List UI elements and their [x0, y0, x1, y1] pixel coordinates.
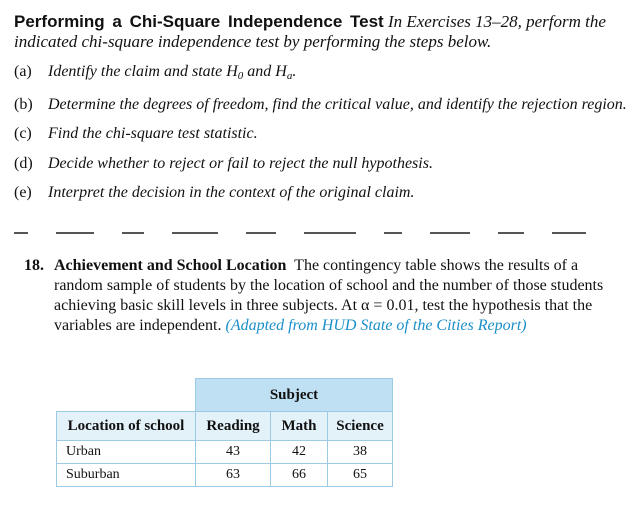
table-row [57, 441, 393, 464]
table-cell: 63 [196, 464, 271, 487]
column-header-reading: Reading [196, 412, 271, 441]
column-header-science: Science [328, 412, 393, 441]
step-label: (e) [14, 184, 32, 201]
step-b [14, 95, 634, 115]
exercise-number: 18. [24, 257, 44, 274]
step-text-connector: and [243, 63, 276, 80]
step-c [14, 124, 634, 144]
location-header: Location of school [57, 412, 196, 441]
steps-list [14, 62, 634, 203]
step-d [14, 154, 634, 174]
row-label-urban: Urban [57, 441, 196, 464]
step-e [14, 183, 634, 203]
step-text: Determine the degrees of freedom, find the critical value, and identify the rejection region. [48, 96, 627, 113]
table-cell: 43 [196, 441, 271, 464]
step-a [14, 62, 634, 86]
table-cell: 66 [271, 464, 328, 487]
section-header [14, 12, 634, 52]
exercise-18 [24, 256, 604, 336]
alternative-hypothesis-subscript: a [286, 70, 293, 82]
step-text: Decide whether to reject or fail to reject the null hypothesis. [48, 155, 433, 172]
contingency-table [56, 378, 393, 487]
step-text: Identify the claim and state [48, 63, 227, 80]
step-text: Find the chi-square test statistic. [48, 125, 258, 142]
row-label-suburban: Suburban [57, 464, 196, 487]
alternative-hypothesis-symbol: H [275, 63, 287, 80]
null-hypothesis-symbol: H [226, 63, 238, 80]
step-label: (a) [14, 63, 32, 80]
column-header-math: Math [271, 412, 328, 441]
step-label: (d) [14, 155, 33, 172]
table-cell: 38 [328, 441, 393, 464]
table-cell: 65 [328, 464, 393, 487]
exercise-body [24, 256, 604, 336]
subject-header: Subject [196, 379, 393, 412]
exercise-title: Achievement and School Location [54, 257, 287, 274]
table-cell: 42 [271, 441, 328, 464]
step-text-end: . [292, 63, 297, 80]
table-row [57, 464, 393, 487]
step-text: Interpret the decision in the context of the original claim. [48, 184, 415, 201]
section-intro: In Exercises 13–28, perform the indicated chi-square independence test by performing the steps below. [14, 12, 606, 51]
exercise-text: The contingency table shows the results of a random sample of students by the location of school and the number of those students achieving basic skill levels in three subjects. At α = 0.01, test the hypothesis that the variables are independent. [54, 257, 604, 334]
table-corner [57, 379, 196, 412]
exercise-source: (Adapted from HUD State of the Cities Report) [225, 317, 527, 334]
section-title: Performing a Chi-Square Independence Test [14, 12, 384, 31]
step-label: (c) [14, 125, 32, 142]
step-label: (b) [14, 96, 33, 113]
cropped-text-line [14, 232, 624, 238]
null-hypothesis-subscript: 0 [237, 70, 244, 82]
